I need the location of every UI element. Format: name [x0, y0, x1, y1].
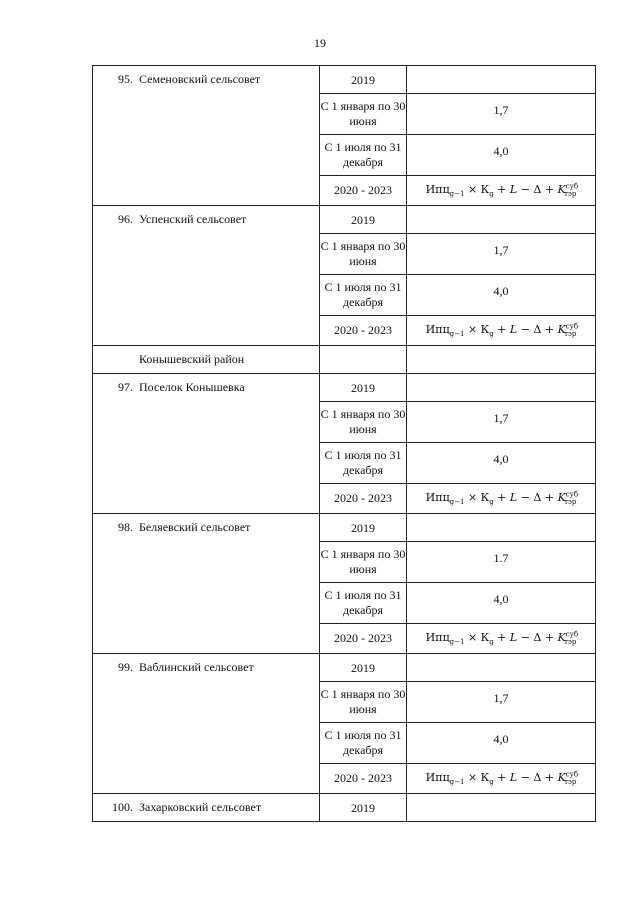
value-cell: 1,7	[407, 234, 596, 275]
empty-cell	[407, 206, 596, 234]
formula: $Ипц_{g-1} \times К_g + L - \Delta + K^{суб}_{тэр}$	[425, 322, 579, 338]
row-number: 97.	[118, 380, 133, 394]
value-cell: 4,0	[407, 583, 596, 624]
municipality-name: Ваблинский сельсовет	[139, 660, 254, 674]
period-cell	[320, 624, 407, 654]
period-cell	[320, 764, 407, 794]
period-label: 2019	[351, 801, 375, 815]
empty-cell	[407, 346, 596, 374]
period-label: С 1 июля по 31 декабря	[324, 280, 402, 309]
row-number: 96.	[118, 212, 133, 226]
table-row	[93, 794, 596, 822]
row-number: 98.	[118, 520, 133, 534]
formula: $Ипц_{g-1} \times К_g + L - \Delta + K^{суб}_{тэр}$	[425, 182, 579, 198]
municipality-cell	[93, 66, 320, 206]
empty-cell	[320, 346, 407, 374]
formula: $Ипц_{g-1} \times К_g + L - \Delta + K^{суб}_{тэр}$	[425, 490, 579, 506]
period-label: 2019	[351, 213, 375, 227]
period-label: С 1 июля по 31 декабря	[324, 728, 402, 757]
period-cell	[320, 514, 407, 542]
period-cell	[320, 484, 407, 514]
formula: $Ипц_{g-1} \times К_g + L - \Delta + K^{суб}_{тэр}$	[425, 630, 579, 646]
period-cell	[320, 682, 407, 723]
value-cell: 4,0	[407, 723, 596, 764]
municipality-name: Беляевский сельсовет	[139, 520, 251, 534]
period-cell	[320, 94, 407, 135]
formula-cell	[407, 624, 596, 654]
empty-cell	[407, 66, 596, 94]
row-number: 100.	[112, 800, 133, 814]
period-label: С 1 января по 30 июня	[320, 687, 406, 716]
period-cell	[320, 443, 407, 484]
formula: $Ипц_{g-1} \times К_g + L - \Delta + K^{суб}_{тэр}$	[425, 770, 579, 786]
period-cell	[320, 316, 407, 346]
period-label: 2019	[351, 381, 375, 395]
page-number: 19	[314, 36, 326, 50]
period-cell	[320, 654, 407, 682]
period-cell	[320, 374, 407, 402]
tariff-table-body	[93, 66, 596, 822]
period-cell	[320, 583, 407, 624]
period-label: С 1 июля по 31 декабря	[324, 140, 402, 169]
region-row	[93, 346, 596, 374]
value-cell: 4,0	[407, 275, 596, 316]
table-row	[93, 514, 596, 542]
empty-cell	[407, 794, 596, 822]
period-cell	[320, 723, 407, 764]
period-label: С 1 июля по 31 декабря	[324, 588, 402, 617]
period-cell	[320, 542, 407, 583]
municipality-cell	[93, 374, 320, 514]
municipality-name: Семеновский сельсовет	[139, 72, 261, 86]
table-row	[93, 654, 596, 682]
formula-cell	[407, 484, 596, 514]
value-cell: 1,7	[407, 94, 596, 135]
value-cell: 1,7	[407, 682, 596, 723]
municipality-name: Успенский сельсовет	[139, 212, 247, 226]
period-label: С 1 января по 30 июня	[320, 407, 406, 436]
period-label: 2019	[351, 521, 375, 535]
period-label: 2020 - 2023	[334, 491, 392, 505]
period-label: 2019	[351, 73, 375, 87]
table-row	[93, 66, 596, 94]
row-number: 95.	[118, 72, 133, 86]
tariff-table	[92, 65, 596, 822]
period-label: С 1 января по 30 июня	[320, 99, 406, 128]
value-cell: 4,0	[407, 135, 596, 176]
period-cell	[320, 135, 407, 176]
municipality-cell	[93, 514, 320, 654]
period-cell	[320, 275, 407, 316]
period-cell	[320, 234, 407, 275]
period-cell	[320, 794, 407, 822]
value-cell: 1.7	[407, 542, 596, 583]
value-cell: 4,0	[407, 443, 596, 484]
period-label: С 1 января по 30 июня	[320, 239, 406, 268]
period-label: 2020 - 2023	[334, 631, 392, 645]
formula-cell	[407, 176, 596, 206]
table-row	[93, 374, 596, 402]
period-cell	[320, 176, 407, 206]
value-cell: 1,7	[407, 402, 596, 443]
period-cell	[320, 206, 407, 234]
period-label: 2020 - 2023	[334, 323, 392, 337]
row-number: 99.	[118, 660, 133, 674]
period-label: С 1 июля по 31 декабря	[324, 448, 402, 477]
empty-cell	[407, 374, 596, 402]
period-label: С 1 января по 30 июня	[320, 547, 406, 576]
municipality-name: Поселок Конышевка	[139, 380, 245, 394]
formula-cell	[407, 316, 596, 346]
municipality-cell	[93, 654, 320, 794]
region-name: Конышевский район	[93, 346, 320, 374]
period-label: 2020 - 2023	[334, 771, 392, 785]
municipality-cell	[93, 794, 320, 822]
empty-cell	[407, 654, 596, 682]
empty-cell	[407, 514, 596, 542]
municipality-cell	[93, 206, 320, 346]
formula-cell	[407, 764, 596, 794]
period-cell	[320, 402, 407, 443]
period-cell	[320, 66, 407, 94]
table-row	[93, 206, 596, 234]
period-label: 2019	[351, 661, 375, 675]
municipality-name: Захарковский сельсовет	[139, 800, 262, 814]
period-label: 2020 - 2023	[334, 183, 392, 197]
